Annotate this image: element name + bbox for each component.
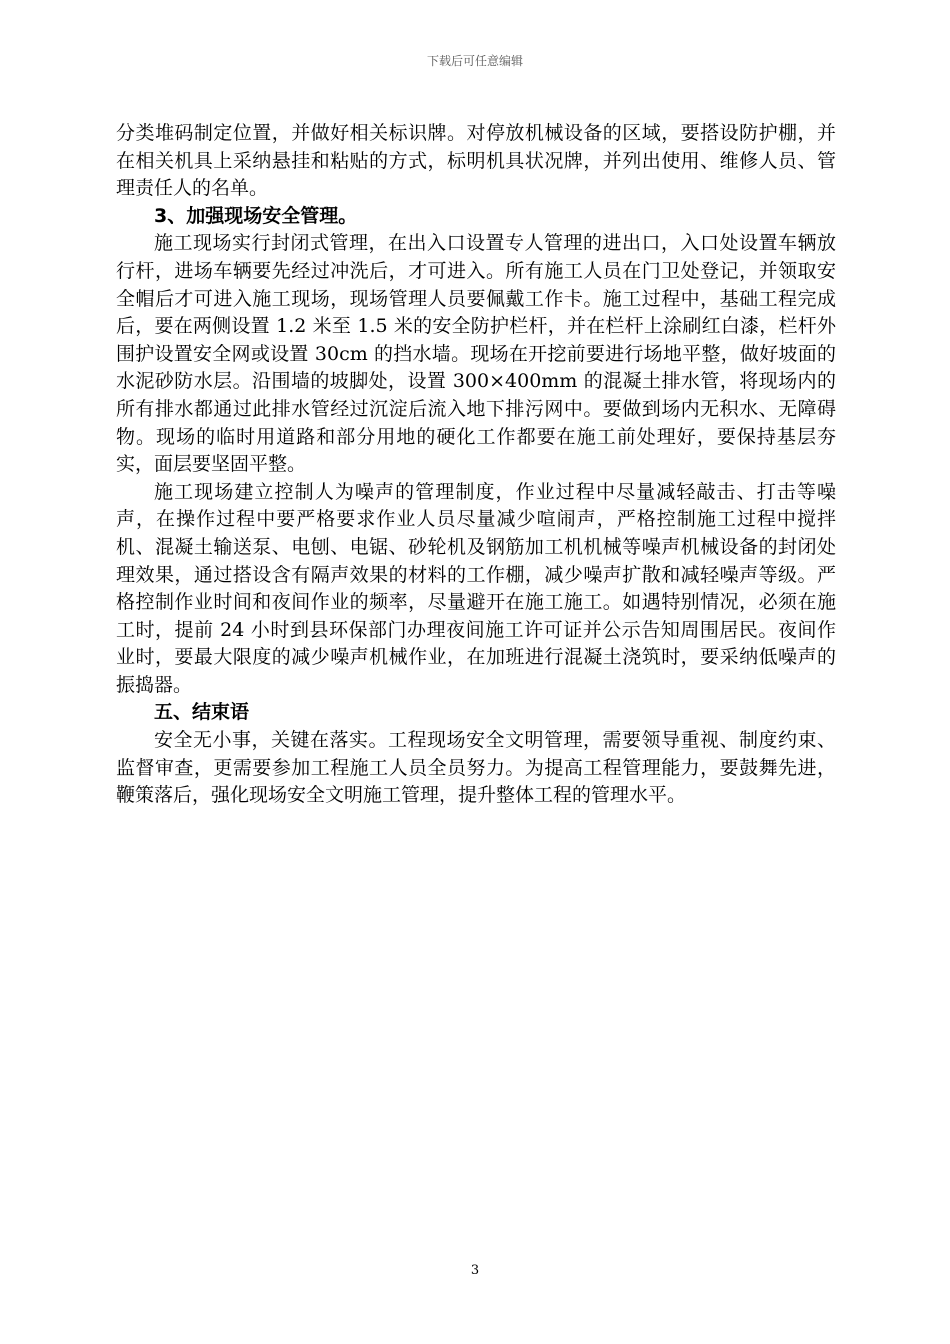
page-header: 下载后可任意编辑: [426, 54, 523, 68]
page-number: 3: [470, 1263, 480, 1278]
document-body: [116, 120, 836, 810]
paragraph-noise-control: 施工现场建立控制人为噪声的管理制度，作业过程中尽量减轻敲击、打击等噪声，在操作过程中要严格要求作业人员尽量减少喧闹声，严格控制施工过程中搅拌机、混凝土输送泵、电刨、电锯、砂轮机及钢筋加工机机械等噪声机械设备的封闭处理效果，通过搭设含有隔声效果的材料的工作棚，减少噪声扩散和减轻噪声等级。严格控制作业时间和夜间作业的频率，尽量避开在施工施工。如遇特别情况，必须在施工时，提前 24 小时到县环保部门办理夜间施工许可证并公示告知周围居民。夜间作业时，要最大限度的减少噪声机械作业，在加班进行混凝土浇筑时，要采纳低噪声的振捣器。: [116, 480, 836, 696]
section-heading-site-safety: 3、加强现场安全管理。: [154, 204, 358, 227]
paragraph-storage: 分类堆码制定位置，并做好相关标识牌。对停放机械设备的区域，要搭设防护棚，并在相关机具上采纳悬挂和粘贴的方式，标明机具状况牌，并列出使用、维修人员、管理责任人的名单。: [116, 122, 836, 200]
paragraph-site-management: 施工现场实行封闭式管理，在出入口设置专人管理的进出口，入口处设置车辆放行杆，进场车辆要先经过冲洗后，才可进入。所有施工人员在门卫处登记，并领取安全帽后才可进入施工现场，现场管理人员要佩戴工作卡。施工过程中，基础工程完成后，要在两侧设置 1.2 米至 1.5 米的安全防护栏杆，并在栏杆上涂刷红白漆，栏杆外围护设置安全网或设置 30cm 的挡水墙。现场在开挖前要进行场地平整，做好坡面的水泥砂防水层。沿围墙的坡脚处，设置 300×400mm 的混凝土排水管，将现场内的所有排水都通过此排水管经过沉淀后流入地下排污网中。要做到场内无积水、无障碍物。现场的临时用道路和部分用地的硬化工作都要在施工前处理好，要保持基层夯实，面层要坚固平整。: [116, 232, 836, 476]
section-heading-conclusion: 五、结束语: [154, 701, 250, 724]
paragraph-conclusion: 安全无小事，关键在落实。工程现场安全文明管理，需要领导重视、制度约束、监督审查，更需要参加工程施工人员全员努力。为提高工程管理能力，要鼓舞先进，鞭策落后，强化现场安全文明施工管理，提升整体工程的管理水平。: [116, 729, 836, 807]
